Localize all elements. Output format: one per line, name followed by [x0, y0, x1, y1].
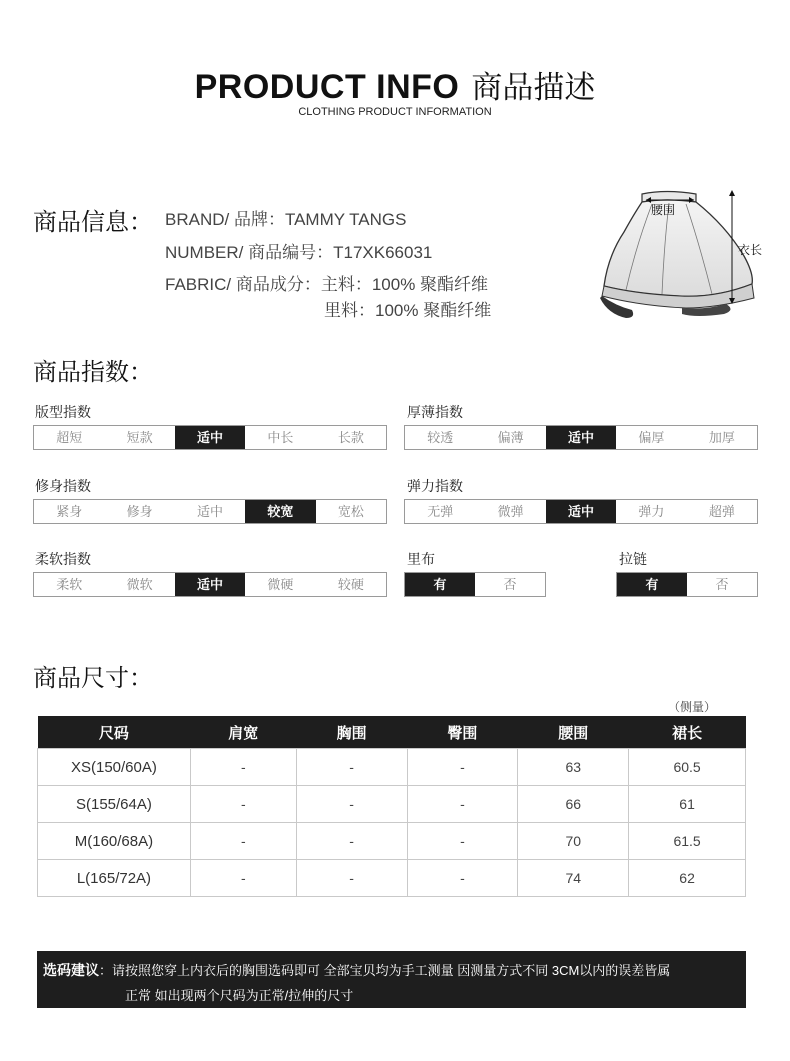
- fabric-line: FABRIC/ 商品成分：主料：100% 聚酯纤维: [165, 275, 489, 294]
- index-option: 无弹: [427, 504, 454, 519]
- table-cell: -: [407, 749, 518, 786]
- index-option: 适中: [546, 500, 616, 523]
- table-cell: -: [190, 786, 296, 823]
- elastic-index-scale: [404, 499, 758, 524]
- info-heading: 商品信息：: [33, 209, 153, 236]
- table-cell: -: [407, 860, 518, 897]
- skirt-diagram: [596, 186, 776, 321]
- size-advice: [37, 951, 746, 1008]
- table-row: [38, 860, 746, 897]
- table-cell: -: [190, 860, 296, 897]
- title-cn: 商品描述: [471, 70, 596, 105]
- table-cell: -: [296, 786, 407, 823]
- advice-text-2: 正常 如出现两个尺码为正常/拉伸的尺寸: [125, 988, 354, 1003]
- table-cell: L(165/72A): [38, 860, 191, 897]
- index-option: 短款: [126, 430, 153, 445]
- index-option: 加厚: [708, 430, 735, 445]
- index-option: 偏薄: [497, 430, 524, 445]
- index-option: 超短: [56, 430, 83, 445]
- page-subtitle: CLOTHING PRODUCT INFORMATION: [298, 106, 492, 118]
- index-option: 中长: [267, 430, 294, 445]
- brand-line: BRAND/ 品牌：TAMMY TANGS: [165, 210, 407, 229]
- number-line: NUMBER/ 商品编号：T17XK66031: [165, 243, 433, 262]
- table-cell: -: [296, 823, 407, 860]
- index-option: 适中: [175, 426, 245, 449]
- page-title: [0, 62, 790, 107]
- index-option: 适中: [546, 426, 616, 449]
- index-option: 否: [503, 577, 517, 592]
- thickness-index-label: 厚薄指数: [407, 404, 463, 420]
- table-cell: 63: [518, 749, 629, 786]
- title-en: PRODUCT INFO: [194, 68, 460, 106]
- zipper-index-scale: [616, 572, 758, 597]
- thickness-index-scale: [404, 425, 758, 450]
- lining-index-scale: [404, 572, 546, 597]
- table-cell: -: [190, 749, 296, 786]
- fit-index-scale: [33, 425, 387, 450]
- slim-index-scale: [33, 499, 387, 524]
- advice-label: 选码建议: [43, 962, 99, 978]
- table-cell: M(160/68A): [38, 823, 191, 860]
- col-length: 裙长: [629, 716, 746, 749]
- index-option: 偏厚: [638, 430, 665, 445]
- fit-index-label: 版型指数: [35, 404, 91, 420]
- col-waist: 腰围: [518, 716, 629, 749]
- table-cell: S(155/64A): [38, 786, 191, 823]
- index-option: 紧身: [56, 504, 83, 519]
- elastic-index-label: 弹力指数: [407, 478, 463, 494]
- index-option: 宽松: [337, 504, 364, 519]
- sizes-heading: 商品尺寸：: [33, 665, 153, 692]
- col-size: 尺码: [38, 716, 191, 749]
- table-cell: -: [296, 860, 407, 897]
- col-bust: 胸围: [296, 716, 407, 749]
- index-option: 较硬: [337, 577, 364, 592]
- table-cell: -: [296, 749, 407, 786]
- table-cell: 60.5: [629, 749, 746, 786]
- length-label: 衣长: [738, 243, 763, 257]
- index-option: 较宽: [245, 500, 315, 523]
- index-option: 柔软: [56, 577, 83, 592]
- table-cell: 66: [518, 786, 629, 823]
- col-shoulder: 肩宽: [190, 716, 296, 749]
- lining-line: 里料：100% 聚酯纤维: [324, 301, 492, 320]
- waist-label: 腰围: [651, 203, 676, 217]
- index-option: 否: [715, 577, 729, 592]
- index-option: 微弹: [497, 504, 524, 519]
- softness-index-scale: [33, 572, 387, 597]
- table-cell: XS(150/60A): [38, 749, 191, 786]
- table-cell: -: [190, 823, 296, 860]
- index-option: 适中: [175, 573, 245, 596]
- index-option: 长款: [337, 430, 364, 445]
- table-cell: 61: [629, 786, 746, 823]
- advice-line-1: [43, 958, 740, 983]
- index-option: 有: [617, 573, 687, 596]
- table-cell: -: [407, 823, 518, 860]
- table-row: [38, 749, 746, 786]
- index-option: 微软: [126, 577, 153, 592]
- slim-index-label: 修身指数: [35, 478, 91, 494]
- index-option: 修身: [126, 504, 153, 519]
- table-cell: 74: [518, 860, 629, 897]
- index-option: 适中: [197, 504, 224, 519]
- index-option: 弹力: [638, 504, 665, 519]
- table-row: [38, 823, 746, 860]
- measure-note: （侧量）: [668, 700, 717, 714]
- advice-text-1: ：请按照您穿上内衣后的胸围选码即可 全部宝贝均为手工测量 因测量方式不同 3CM以内的误差皆属: [99, 963, 671, 978]
- table-cell: 62: [629, 860, 746, 897]
- table-cell: 61.5: [629, 823, 746, 860]
- col-hip: 臀围: [407, 716, 518, 749]
- size-table-header: [38, 716, 746, 749]
- table-cell: -: [407, 786, 518, 823]
- index-option: 较透: [427, 430, 454, 445]
- lining-index-label: 里布: [407, 551, 435, 567]
- index-option: 有: [405, 573, 475, 596]
- index-heading: 商品指数：: [33, 359, 153, 386]
- size-table: [37, 716, 746, 897]
- table-row: [38, 786, 746, 823]
- index-option: 超弹: [708, 504, 735, 519]
- table-cell: 70: [518, 823, 629, 860]
- zipper-index-label: 拉链: [619, 551, 647, 567]
- softness-index-label: 柔软指数: [35, 551, 91, 567]
- index-option: 微硬: [267, 577, 294, 592]
